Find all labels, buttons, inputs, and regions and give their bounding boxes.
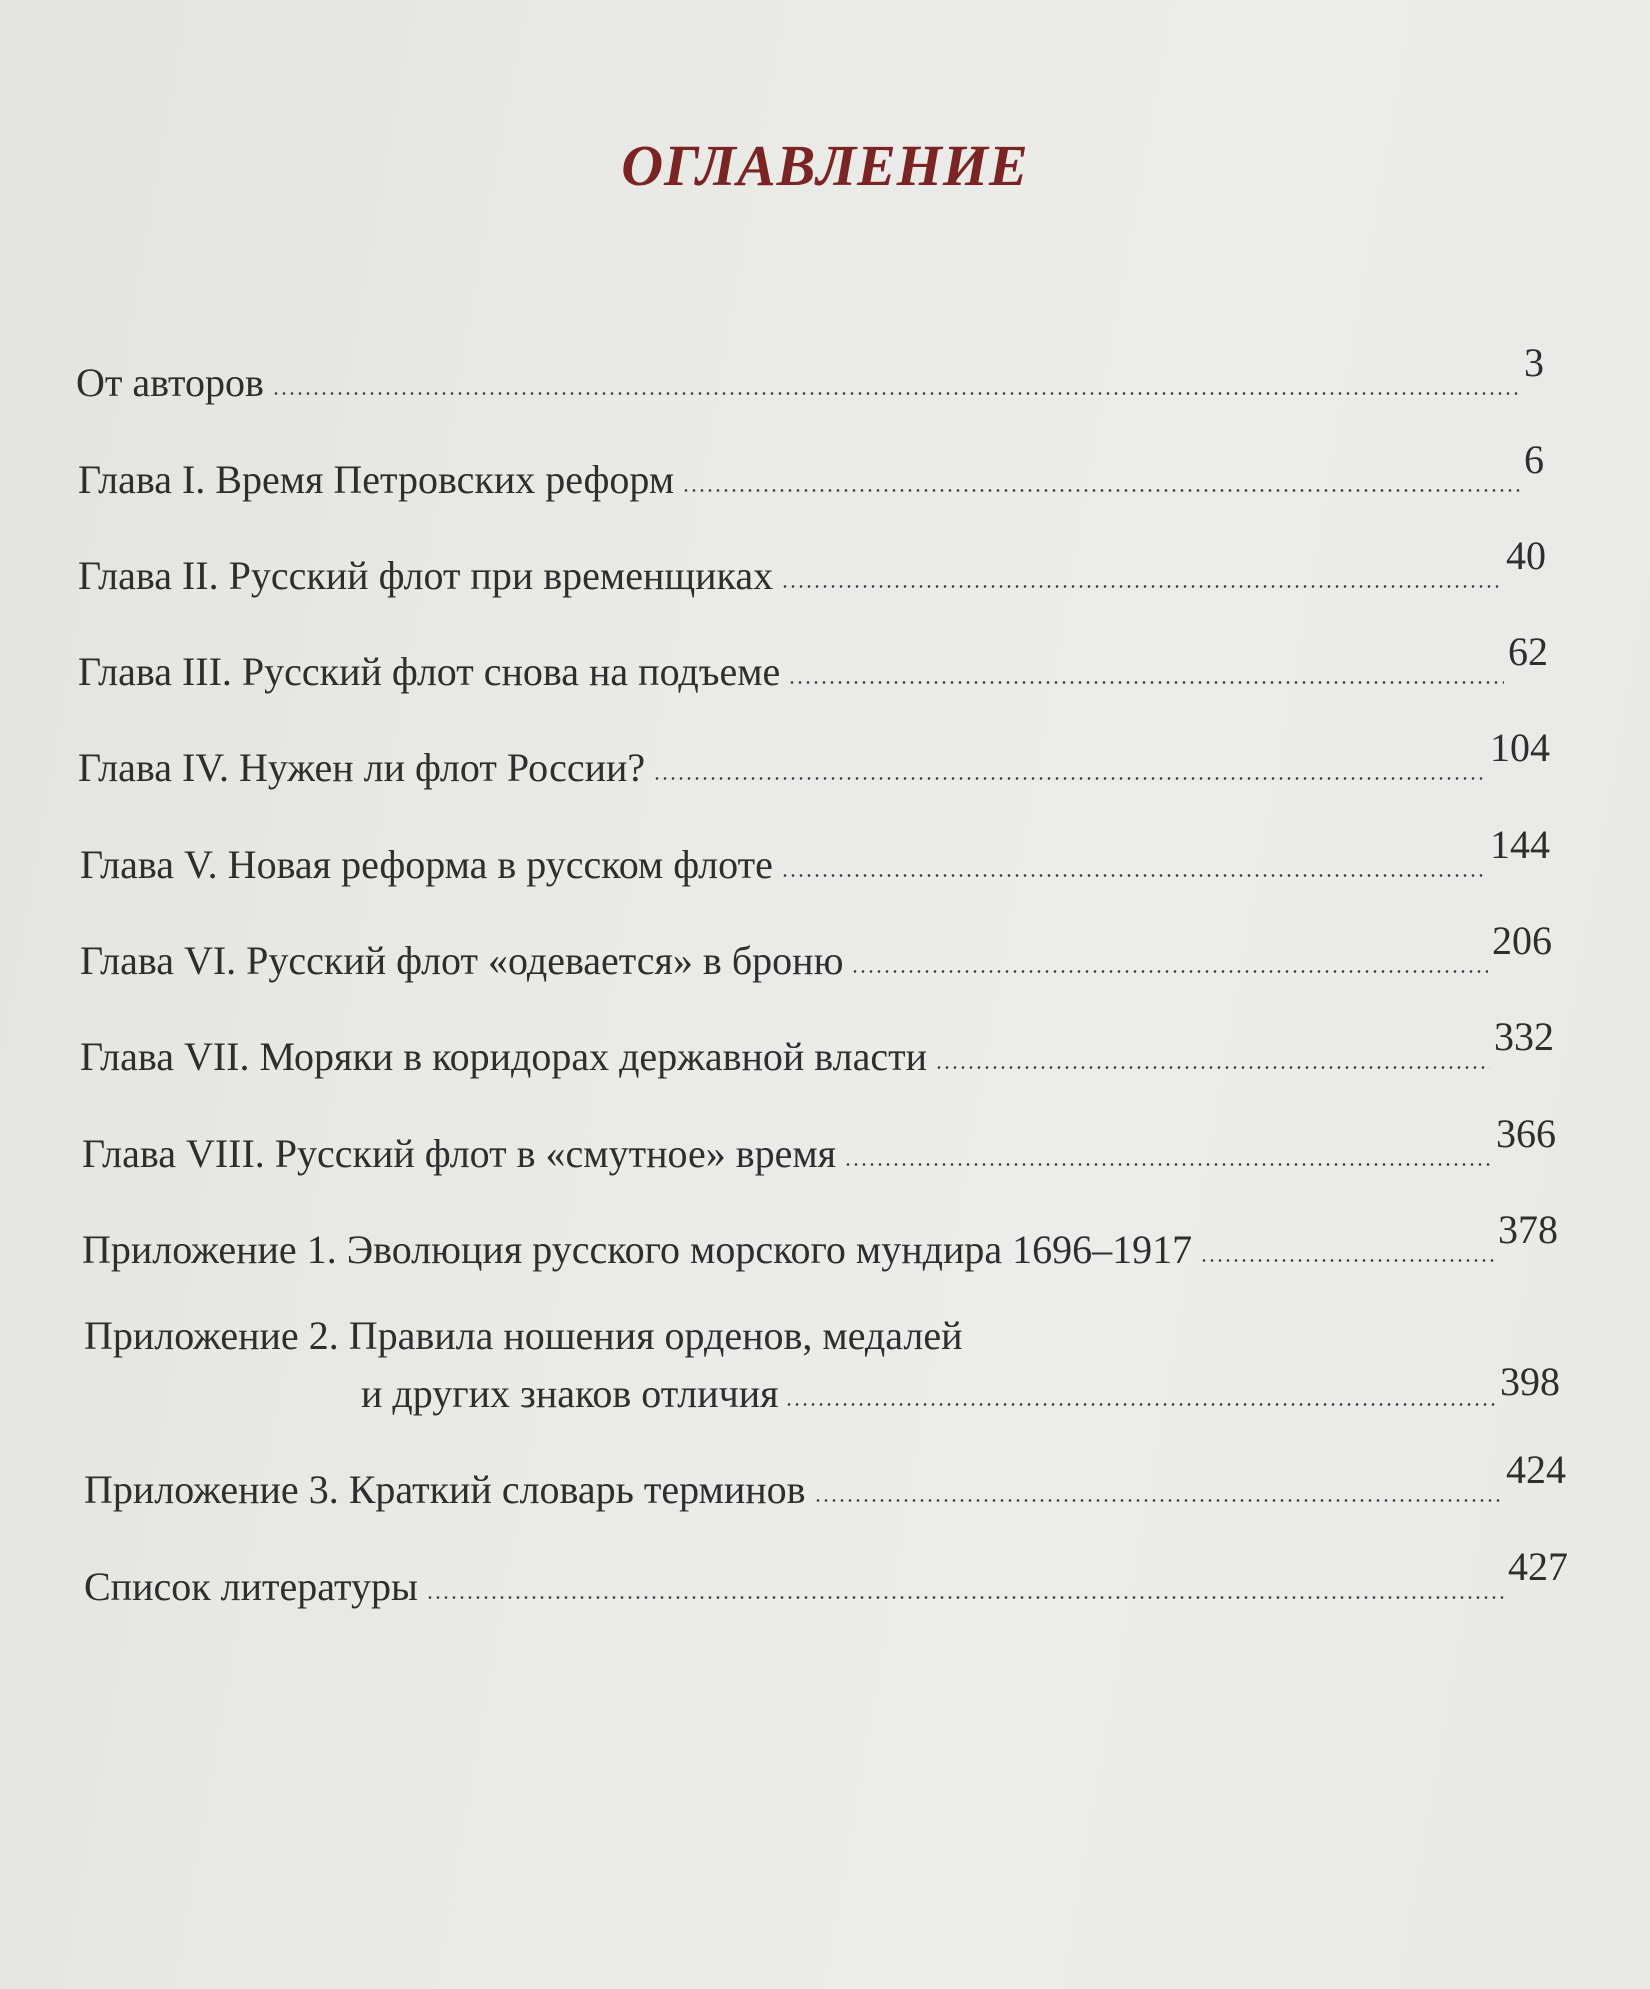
toc-entry-chapter-8 (82, 1111, 1556, 1177)
toc-page-number: 206 (1492, 918, 1552, 963)
toc-page-number: 144 (1490, 822, 1550, 867)
toc-entry-appendix-3 (84, 1447, 1566, 1513)
toc-entry-label-line2: и других знаков отличия (361, 1371, 779, 1416)
dot-leader (781, 874, 1486, 877)
toc-page-number: 6 (1524, 437, 1544, 482)
toc-entry-line2 (84, 1359, 1560, 1417)
dot-leader (851, 970, 1488, 973)
toc-page-number: 40 (1506, 533, 1546, 578)
toc-entry-bibliography (84, 1544, 1568, 1610)
toc-entry-label: Приложение 1. Эволюция русского морского мундира 1696–1917 (82, 1227, 1193, 1272)
toc-entry-label: Глава VIII. Русский флот в «смутное» время (82, 1131, 837, 1176)
toc-page-number: 3 (1524, 340, 1544, 385)
dot-leader (781, 585, 1502, 588)
toc-entry-chapter-4 (78, 725, 1550, 791)
toc-entry-label: От авторов (76, 360, 264, 405)
toc-page-number: 104 (1490, 725, 1550, 770)
toc-entry-label: Список литературы (84, 1564, 418, 1609)
toc-entry-label: Приложение 3. Краткий словарь терминов (84, 1467, 806, 1512)
toc-entry-label: Глава IV. Нужен ли флот России? (78, 745, 646, 790)
toc-entry-chapter-1 (78, 437, 1544, 503)
toc-entry-label: Глава I. Время Петровских реформ (78, 457, 675, 502)
toc-entry-chapter-7 (80, 1014, 1554, 1080)
page-title: ОГЛАВЛЕНИЕ (621, 133, 1029, 198)
toc-page-number: 427 (1508, 1544, 1568, 1589)
dot-leader (844, 1163, 1492, 1166)
toc-entry-from-authors (76, 340, 1544, 406)
dot-leader (682, 489, 1520, 492)
dot-leader (788, 681, 1504, 684)
dot-leader (272, 392, 1520, 395)
toc-page-number: 398 (1500, 1359, 1560, 1404)
toc-entry-label: Глава II. Русский флот при временщиках (78, 553, 774, 598)
dot-leader (1200, 1259, 1494, 1262)
toc-entry-appendix-2 (84, 1313, 1560, 1417)
toc-entry-chapter-5 (80, 822, 1550, 888)
dot-leader (785, 1403, 1496, 1406)
toc-page-number: 424 (1506, 1447, 1566, 1492)
toc-entry-chapter-2 (78, 533, 1546, 599)
toc-page-number: 366 (1496, 1111, 1556, 1156)
toc-entry-label: Глава VI. Русский флот «одевается» в броню (80, 938, 844, 983)
toc-entry-chapter-3 (78, 629, 1548, 695)
dot-leader (426, 1596, 1504, 1599)
dot-leader (935, 1066, 1490, 1069)
toc-entry-label: Глава III. Русский флот снова на подъеме (78, 649, 781, 694)
toc-page-number: 62 (1508, 629, 1548, 674)
dot-leader (814, 1499, 1502, 1502)
toc-entry-chapter-6 (80, 918, 1552, 984)
toc-entry-appendix-1 (82, 1207, 1558, 1273)
dot-leader (653, 777, 1486, 780)
toc-entry-label: Глава V. Новая реформа в русском флоте (80, 842, 773, 887)
toc-entry-label: Глава VII. Моряки в коридорах державной власти (80, 1034, 927, 1079)
toc-entry-label-line1: Приложение 2. Правила ношения орденов, медалей (84, 1313, 963, 1358)
toc-page-number: 378 (1498, 1207, 1558, 1252)
toc-page-number: 332 (1494, 1014, 1554, 1059)
